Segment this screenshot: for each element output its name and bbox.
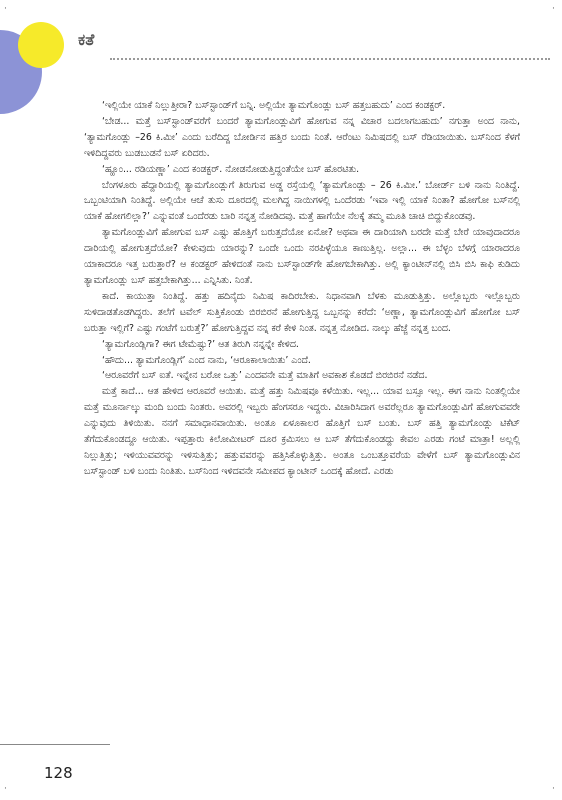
paragraph: ಬೆಂಗಳೂರು ಹೆದ್ದಾರಿಯಲ್ಲಿ ತ್ಯಾಮಗೊಂಡ್ಲುಗೆ ತಿರುಗುವ ಅಡ್ಡ ರಸ್ತೆಯಲ್ಲಿ ‘ತ್ಯಾಮಗೊಂಡ್ಲು – 26 ಕಿ.ಮೀ.’ ಬೋರ್ಡ್ ಬಳಿ ನಾನು ನಿಂತಿದ್ದೆ. ಒಬ್ಬಂಟಿಯಾಗಿ ನಿಂತಿದ್ದೆ. ಅಲ್ಲಿಯೇ ಆಚೆ ತುಸು ದೂರದಲ್ಲಿ ಮಲಗಿದ್ದ ನಾಯಿಗಳಲ್ಲಿ ಒಂದೆರಡು ‘ಇವಾ ಇಲ್ಲಿ ಯಾಕೆ ನಿಂತಾ? ಹೋಗೋ ಬಸ್‌ನಲ್ಲಿ ಯಾಕೆ ಹೋಗಲಿಲ್ಲಾ?’ ಎನ್ನುವಂತೆ ಒಂದೆರಡು ಬಾರಿ ನನ್ನತ್ತ ನೋಡಿದವು. ಮತ್ತೆ ಹಾಗೆಯೇ ನೆಲಕ್ಕೆ ತಮ್ಮ ಮೂತಿ ಚಾಚಿ ಬಿದ್ದುಕೊಂಡವು. (84, 179, 520, 223)
crop-mark-top-right: · (552, 4, 555, 14)
paragraph: ‘ಇಲ್ಲಿಯೇ ಯಾಕೆ ನಿಲ್ಲುತ್ತೀರಾ? ಬಸ್‌ಸ್ಟಾಂಡ್‌ಗೆ ಬನ್ನಿ. ಅಲ್ಲಿಯೇ ತ್ಯಾಮಗೊಂಡ್ಲು ಬಸ್ ಹತ್ತಬಹುದು’ ಎಂದ ಕಂಡಕ್ಟರ್. (102, 100, 446, 111)
footer-rule (0, 744, 110, 745)
paragraph: ಕಾದೆ. ಕಾಯುತ್ತಾ ನಿಂತಿದ್ದೆ. ಹತ್ತು ಹದಿನೈದು ನಿಮಿಷ ಕಾದಿರಬೇಕು. ನಿಧಾನವಾಗಿ ಬೆಳಕು ಮೂಡುತ್ತಿತ್ತು. ಅಲ್ಲೊಬ್ಬರು ಇಲ್ಲೊಬ್ಬರು ಸುಳಿದಾಡತೊಡಗಿದ್ದರು. ತಲೆಗೆ ಟವೆಲ್ ಸುತ್ತಿಕೊಂಡು ಬಿರಬಿರನೆ ಹೋಗುತ್ತಿದ್ದ ಒಬ್ಬನನ್ನು ಕರೆದೆ: ‘ಅಣ್ಣಾ, ತ್ಯಾಮಗೊಂಡ್ಲುವಿಗೆ ಹೋಗೋ ಬಸ್ ಬರುತ್ತಾ ಇಲ್ಲಿಗೆ? ಎಷ್ಟು ಗಂಟೆಗೆ ಬರುತ್ತೆ?’ ಹೋಗುತ್ತಿದ್ದವ ನನ್ನ ಕರೆ ಕೇಳಿ ನಿಂತ. ನನ್ನತ್ತ ನೋಡಿದ. ನಾಲ್ಕು ಹೆಜ್ಜೆ ನನ್ನತ್ತ ಬಂದ. (84, 290, 520, 334)
story-body (84, 98, 520, 480)
crop-mark-top-left: · (4, 4, 7, 14)
crop-mark-bottom-right: · (552, 784, 555, 794)
paragraph: ‘ಬೇಡ... ಮತ್ತೆ ಬಸ್‌ಸ್ಟಾಂಡ್‌ವರೆಗೆ ಬಂದರೆ ತ್ಯಾಮಗೊಂಡ್ಲುವಿಗೆ ಹೋಗುವ ನನ್ನ ವಿಚಾರ ಬದಲಾಗಬಹುದು’ ನಗುತ್ತಾ ಅಂದ ನಾನು, ‘ತ್ಯಾಮಗೊಂಡ್ಲು –26 ಕಿ.ಮೀ’ ಎಂದು ಬರೆದಿದ್ದ ಬೋರ್ಡಿನ ಹತ್ತಿರ ಬಂದು ನಿಂತೆ. ಆರೆಂಟು ನಿಮಿಷದಲ್ಲಿ ಬಸ್ ರೆಡಿಯಾಯಿತು. ಬಸ್‌ನಿಂದ ಕೆಳಗೆ ಇಳಿದಿದ್ದವರು ಬುಡಬುಡನೆ ಬಸ್ ಏರಿದರು. (84, 115, 520, 159)
crop-mark-bottom-left: · (4, 784, 7, 794)
paragraph: ‘ತ್ಯಾಮಗೊಂಡ್ಲಿಗಾ? ಈಗ ಟೇಮೆಷ್ಟು?’ ಆತ ತಿರುಗಿ ನನ್ನನ್ನೇ ಕೇಳಿದ. (102, 338, 299, 350)
paragraph: ‘ಹೌದು... ತ್ಯಾಮಗೊಂಡ್ಲಿಗೆ’ ಎಂದ ನಾನು, ‘ಆರೂಕಾಲಾಯಿತು’ ಎಂದೆ. (102, 354, 311, 366)
page-number: 128 (44, 764, 73, 782)
section-title: ಕತೆ (78, 30, 95, 49)
decorative-yellow-circle (18, 22, 64, 68)
header-dotted-rule (110, 58, 550, 60)
paragraph: ತ್ಯಾಮಗೊಂಡ್ಲುವಿಗೆ ಹೋಗುವ ಬಸ್ ಎಷ್ಟು ಹೊತ್ತಿಗೆ ಬರುತ್ತದೆಯೋ ಏನೋ? ಅಥವಾ ಈ ದಾರಿಯಾಗಿ ಬರದೇ ಮತ್ತೆ ಬೇರೆ ಯಾವುದಾದರೂ ದಾರಿಯಲ್ಲಿ ಹೋಗುತ್ತದೆಯೋ? ಕೇಳುವುದು ಯಾರನ್ನು? ಒಂದೇ ಒಂದು ನರಪಿಳ್ಳೆಯೂ ಕಾಣುತ್ತಿಲ್ಲ. ಅಲ್ಲಾ... ಈ ಬೆಳ್ಳಂ ಬೆಳಗ್ಗೆ ಯಾರಾದರೂ ಯಾಕಾದರೂ ಇತ್ತ ಬರುತ್ತಾರೆ? ಆ ಕಂಡಕ್ಟರ್ ಹೇಳಿದಂತೆ ನಾನು ಬಸ್‌ಸ್ಟಾಂಡ್‌ಗೇ ಹೋಗಬೇಕಾಗಿತ್ತು. ಅಲ್ಲಿ ಕ್ಯಾಂಟೀನ್‌ನಲ್ಲಿ ಬಿಸಿ ಬಿಸಿ ಕಾಫಿ ಕುಡಿದು ತ್ಯಾಮಗೊಂಡ್ಲು ಬಸ್ ಹತ್ತಬೇಕಾಗಿತ್ತು... ಎನ್ನಿಸಿತು. ನಿಂತೆ. (84, 227, 520, 286)
paragraph: ‘ಹ್ಹೂಂ... ರಡಿಯಣ್ಣಾ’ ಎಂದ ಕಂಡಕ್ಟರ್. ನೋಡನೋಡುತ್ತಿದ್ದಂತೆಯೇ ಬಸ್ ಹೊರಟಿತು. (102, 163, 360, 175)
paragraph: ‘ಆರೂವರೆಗೆ ಬಸ್ ಐತೆ. ಇನ್ನೇನ ಬರೋ ಒತ್ತು’ ಎಂದವನೇ ಮತ್ತೆ ಮಾತಿಗೆ ಅವಕಾಶ ಕೊಡದೆ ಬಿರಬಿರನೆ ನಡೆದ. (102, 370, 428, 382)
paragraph: ಮತ್ತೆ ಕಾದೆ... ಆತ ಹೇಳಿದ ಆರೂವರೆ ಆಯಿತು. ಮತ್ತೆ ಹತ್ತು ನಿಮಿಷವೂ ಕಳೆಯಿತು. ಇಲ್ಲ... ಯಾವ ಬಸ್ಸೂ ಇಲ್ಲ. ಈಗ ನಾನು ನಿಂತಲ್ಲಿಯೇ ಮತ್ತೆ ಮೂರ್ನಾಲ್ಕು ಮಂದಿ ಬಂದು ನಿಂತರು. ಅವರಲ್ಲಿ ಇಬ್ಬರು ಹೆಂಗಸರೂ ಇದ್ದರು. ವಿಚಾರಿಸಿದಾಗ ಅವರೆಲ್ಲರೂ ತ್ಯಾಮಗೊಂಡ್ಲುವಿಗೆ ಹೋಗುವವರೇ ಎನ್ನುವುದು ತಿಳಿಯಿತು. ನನಗೆ ಸಮಾಧಾನವಾಯಿತು. ಅಂತೂ ಏಳೂಕಾಲರ ಹೊತ್ತಿಗೆ ಬಸ್ ಬಂತು. ಬಸ್ ಹತ್ತಿ ತ್ಯಾಮಗೊಂಡ್ಲು ಟಿಕೆಟ್ ತೆಗೆದುಕೊಂಡದ್ದೂ ಆಯಿತು. ಇಪ್ಪತ್ತಾರು ಕಿಲೋಮೀಟರ್ ದೂರ ಕ್ರಮಿಸಲು ಆ ಬಸ್ ತೆಗೆದುಕೊಂಡದ್ದು ಕೇವಲ ಎರಡು ಗಂಟೆ ಮಾತ್ರಾ! ಅಲ್ಲಲ್ಲಿ ನಿಲ್ಲುತ್ತಿತ್ತು; ಇಳಿಯುವವರನ್ನು ಇಳಿಸುತ್ತಿತ್ತು; ಹತ್ತುವವರನ್ನು ಹತ್ತಿಸಿಕೊಳ್ಳುತ್ತಿತ್ತು. ಅಂತೂ ಒಂಬತ್ತೂವರೆಯ ವೇಳೆಗೆ ಬಸ್ ತ್ಯಾಮಗೊಂಡ್ಲುವಿನ ಬಸ್‌ಸ್ಟಾಂಡ್ ಬಳಿ ಬಂದು ನಿಂತಿತು. ಬಸ್‌ನಿಂದ ಇಳಿದವನೇ ಸಮೀಪದ ಕ್ಯಾಂಟೀನ್ ಒಂದಕ್ಕೆ ಹೋದೆ. ಎರಡು (84, 386, 520, 477)
